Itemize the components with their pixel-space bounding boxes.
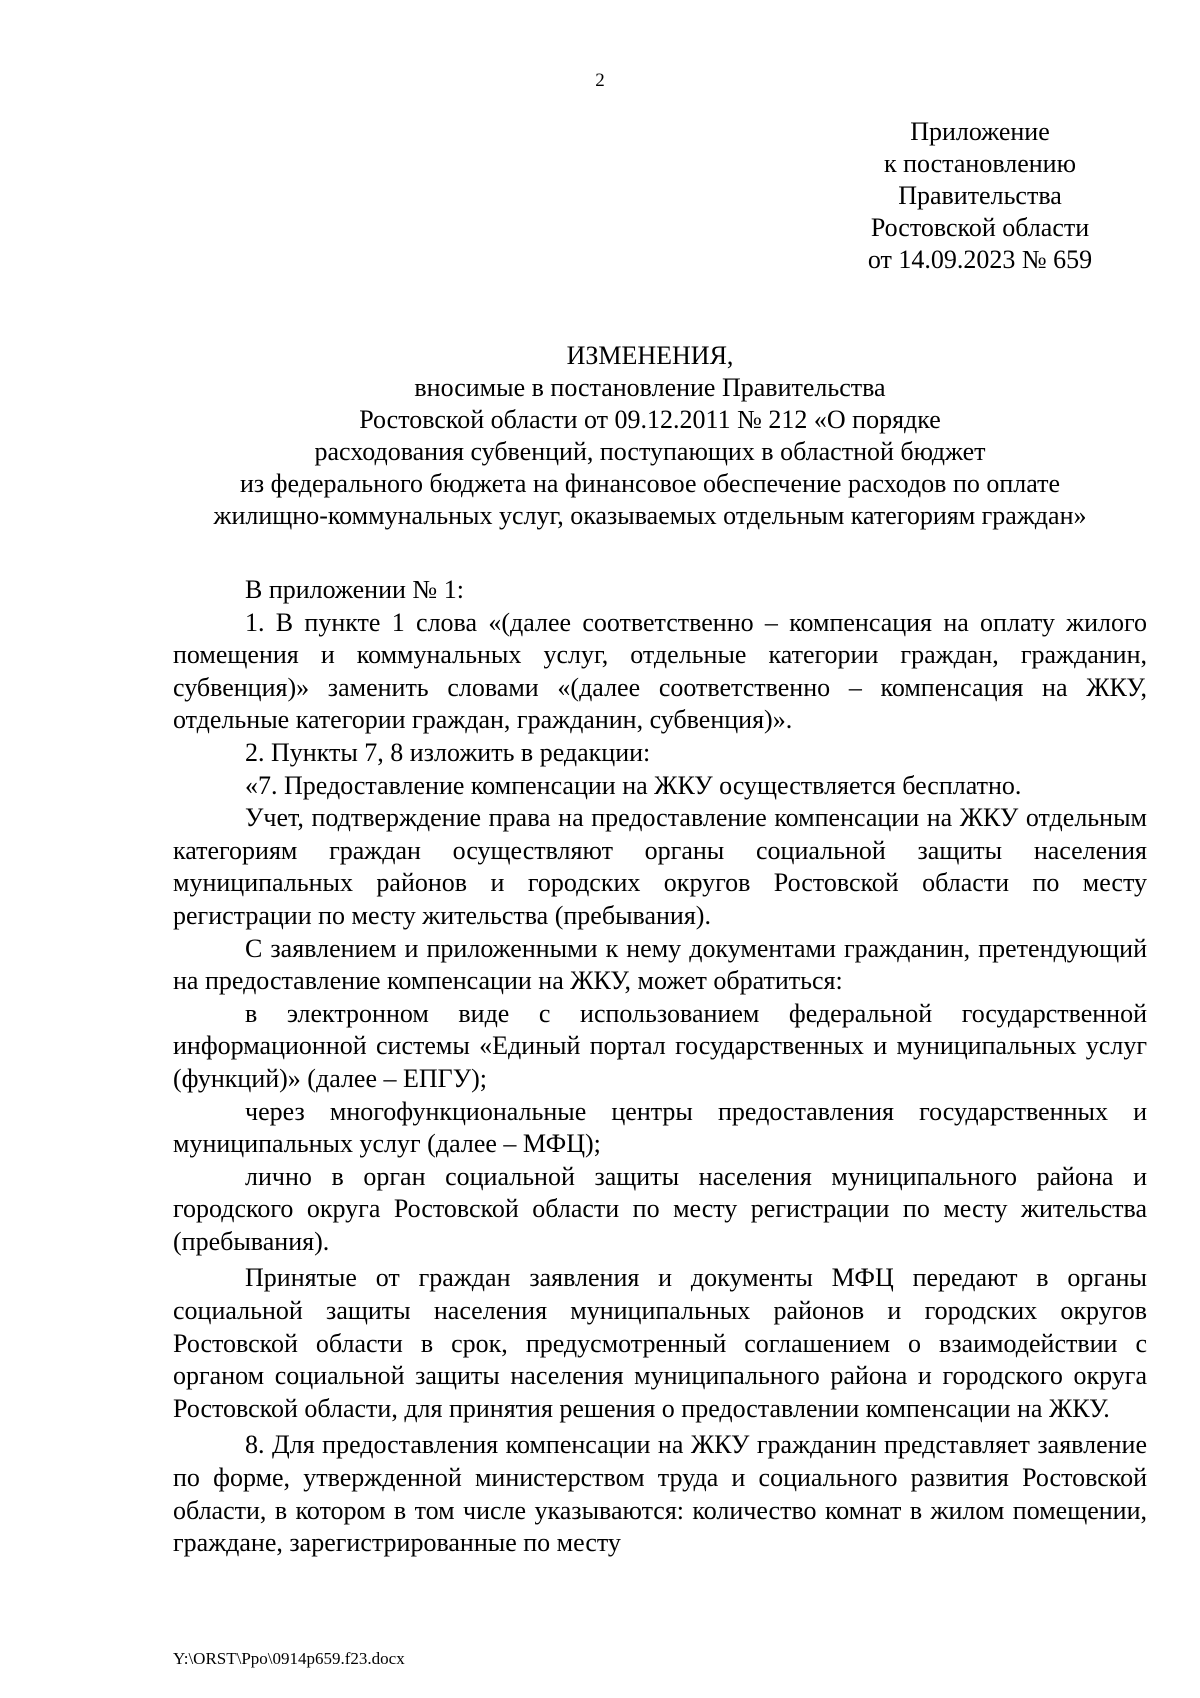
title-line: расходования субвенций, поступающих в областной бюджет: [314, 437, 986, 466]
paragraph: 8. Для предоставления компенсации на ЖКУ гражданин представляет заявление по форме, утвержденной министерством труда и социального развития Ростовской области, в котором в том числе указываются: количество комнат в жилом помещении, граждане, зарегистрированные по месту: [173, 1430, 1147, 1558]
approval-line: к постановлению: [883, 149, 1077, 178]
paragraph: В приложении № 1:: [245, 575, 464, 604]
approval-line: Приложение: [910, 117, 1050, 146]
paragraph: в электронном виде с использованием федеральной государственной информационной системы «Единый портал государственных и муниципальных услуг (функций)» (далее – ЕПГУ);: [173, 998, 1147, 1093]
title-line: Ростовской области от 09.12.2011 № 212 «О порядке: [359, 405, 941, 434]
paragraph: Принятые от граждан заявления и документы МФЦ передают в органы социальной защиты населения муниципальных районов и городских округов Ростовской области в срок, предусмотренный соглашением о взаимодействии с органом социальной защиты населения муниципального района и городского округа Ростовской области, для принятия решения о предоставлении компенсации на ЖКУ.: [173, 1263, 1147, 1423]
document-heading: ИЗМЕНЕНИЯ,: [566, 341, 734, 370]
approval-line: от 14.09.2023 № 659: [867, 245, 1093, 274]
page-number: 2: [595, 70, 605, 91]
paragraph: 2. Пункты 7, 8 изложить в редакции:: [245, 737, 651, 767]
title-line: из федерального бюджета на финансовое обеспечение расходов по оплате: [239, 469, 1061, 498]
paragraph: лично в орган социальной защиты населения муниципального района и городского округа Ростовской области по месту регистрации по месту жительства (пребывания).: [173, 1161, 1147, 1256]
document-title-block: [150, 340, 1150, 532]
approval-line: Правительства: [898, 181, 1062, 210]
paragraph: через многофункциональные центры предоставления государственных и муниципальных услуг (далее – МФЦ);: [173, 1096, 1147, 1159]
approval-block: [820, 116, 1140, 276]
paragraph: «7. Предоставление компенсации на ЖКУ осуществляется бесплатно.: [245, 770, 1022, 800]
paragraph: Учет, подтверждение права на предоставление компенсации на ЖКУ отдельным категориям граждан осуществляют органы социальной защиты населения муниципальных районов и городских округов Ростовской области по месту регистрации по месту жительства (пребывания).: [173, 803, 1147, 930]
approval-line: Ростовской области: [870, 213, 1090, 242]
paragraph: 1. В пункте 1 слова «(далее соответственно – компенсация на оплату жилого помещения и коммунальных услуг, отдельные категории граждан, гражданин, субвенция)» заменить словами «(далее соответственно – компенсация на ЖКУ, отдельные категории граждан, гражданин, субвенция)».: [173, 607, 1147, 735]
title-line: вносимые в постановление Правительства: [414, 373, 886, 402]
footer-file-path: Y:\ORST\Ppo\0914p659.f23.docx: [173, 1649, 405, 1668]
title-line: жилищно-коммунальных услуг, оказываемых отдельным категориям граждан»: [213, 501, 1087, 530]
document-body: [173, 574, 1147, 1560]
paragraph: С заявлением и приложенными к нему документами гражданин, претендующий на предоставление компенсации на ЖКУ, может обратиться:: [173, 933, 1147, 996]
